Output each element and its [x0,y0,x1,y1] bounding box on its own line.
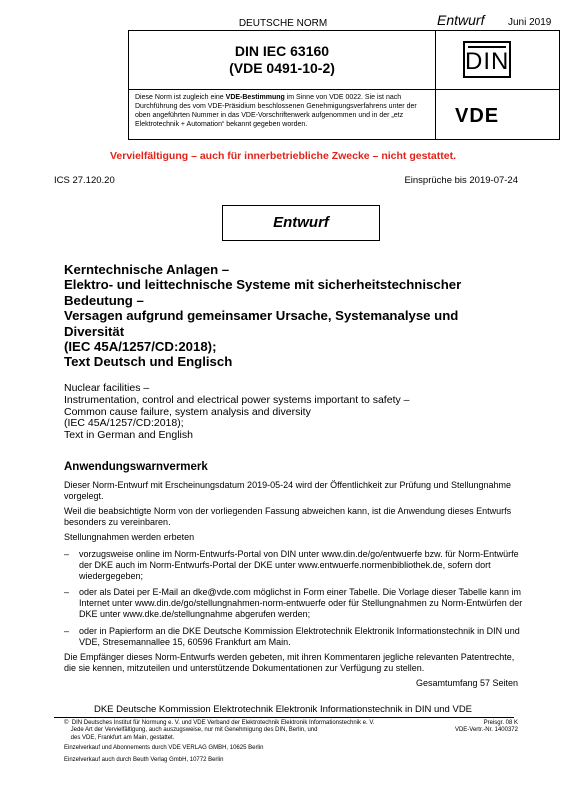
title-de-line: Kerntechnische Anlagen – [64,262,230,277]
title-en-line: Text in German and English [64,429,193,442]
entwurf-box: Entwurf [222,205,380,241]
title-de-line: Elektro- und leittechnische Systeme mit sicherheitstechnischer [64,277,462,293]
sales-info: Einzelverkauf und Abonnements durch VDE VERLAG GMBH, 10625 Berlin [64,745,264,751]
title-de-line: Text Deutsch und Englisch [64,354,233,370]
vde-note-part1: Diese Norm ist zugleich eine [135,94,226,101]
vde-note-part2: im Sinne von VDE 0022. Sie ist nach Durchführung des vom VDE-Präsidium beschlossenen Genehmigungsverfahrens unter der oben angeführten Nummer in das VDE-Vorschriftenwerk aufgenommen und in der „etz Elektrotechnik + Automation“ bekannt gegeben worden. [135,94,417,128]
title-de-line: (IEC 45A/1257/CD:2018); [64,339,217,355]
din-logo-icon [463,41,511,78]
title-de-line: Diversität [64,323,125,339]
title-en-line: Instrumentation, control and electrical power systems important to safety – [64,393,410,406]
vde-logo-icon: VDE [455,105,500,127]
title-de-line: Bedeutung – [64,292,144,308]
vde-number: (VDE 0491-10-2) [229,60,335,76]
din-number: DIN IEC 63160 [234,43,330,59]
din-logo-text: DIN [465,48,510,75]
header-entwurf-label: Entwurf [437,12,485,28]
header-norm-label: DEUTSCHE NORM [238,18,328,29]
document-number [129,43,435,77]
copyright-line: © DIN Deutsches Institut für Normung e. V. und VDE Verband der Elektrotechnik Elektronik Informationstechnik e. V. [64,720,375,726]
footer-divider [54,717,514,718]
list-item [64,626,524,649]
title-en-line: (IEC 45A/1257/CD:2018); [64,417,184,430]
vde-distribution-number: VDE-Vertr.-Nr. 1400372 [454,727,518,734]
paragraph: Dieser Norm-Entwurf mit Erscheinungsdatum 2019-05-24 wird der Öffentlichkeit zur Prüfung und Stellungnahme vorgelegt. [64,480,512,501]
bullet-dash: – [64,587,70,597]
list-item-text: vorzugsweise online im Norm-Entwurfs-Portal von DIN unter www.din.de/go/entwuerfe bzw. für Norm-Entwürfe der DKE auch im Norm-Entwurfs-Portal der DKE unter www.entwuerfe.normenbibliothek.de, sofern dort wiedergegeben; [79,549,519,581]
paragraph: Stellungnahmen werden erbeten [64,532,195,542]
list-item-text: oder als Datei per E-Mail an dke@vde.com möglichst in Form einer Tabelle. Die Vorlage dieser Tabelle kann im Internet unter www.din.de/go/stellungnahmen-norm-entwuerfe oder für Stellungnahmen zu Norm-Entwürfen der DKE unter www.dke.de/stellungnahme abgerufen werden; [79,587,523,619]
dke-committee: DKE Deutsche Kommission Elektrotechnik Elektronik Informationstechnik in DIN und VDE [93,704,473,715]
section-heading: Anwendungswarnvermerk [64,461,208,473]
page-count: Gesamtumfang 57 Seiten [415,678,518,688]
title-block [128,30,560,140]
list-item-text: oder in Papierform an die DKE Deutsche Kommission Elektrotechnik Elektronik Informationstechnik in DIN und VDE, Stresemannallee 15, 60596 Frankfurt am Main. [79,626,520,647]
objection-deadline: Einsprüche bis 2019-07-24 [404,175,518,186]
paragraph: Weil die beabsichtigte Norm von der vorliegenden Fassung abweichen kann, ist die Anwendung dieses Entwurfs besonders zu vereinbaren. [64,506,512,527]
header-date: Juni 2019 [508,17,552,28]
title-german [64,262,524,370]
sales-info: Einzelverkauf auch durch Beuth Verlag GmbH, 10772 Berlin [64,757,224,763]
copy-warning: Vervielfältigung – auch für innerbetriebliche Zwecke – nicht gestattet. [109,150,456,162]
bullet-dash: – [64,626,70,636]
title-block-divider [435,31,436,139]
copyright-line: des VDE, Frankfurt am Main, gestattet. [64,734,175,741]
paragraph: Die Empfänger dieses Norm-Entwurfs werden gebeten, mit ihren Kommentaren jegliche relevanten Patentrechte, die sie kennen, mitzuteilen und unterstützende Dokumentationen zur Verfügung zu stellen. [64,652,515,673]
copyright-line: Jede Art der Vervielfältigung, auch auszugsweise, nur mit Genehmigung des DIN, Berlin, und [64,727,318,734]
title-en-line: Nuclear facilities – [64,382,150,394]
vde-note [135,93,431,129]
copyright-notice [64,720,444,742]
title-en-line: Common cause failure, system analysis and diversity [64,405,311,418]
bullet-dash: – [64,549,70,559]
vde-note-bold: VDE-Bestimmung [225,94,285,101]
title-block-divider [129,89,559,90]
title-english [64,383,524,442]
list-item [64,549,524,583]
title-de-line: Versagen aufgrund gemeinsamer Ursache, Systemanalyse und [64,308,459,324]
price-group: Preisgr. 08 K [483,720,518,726]
list-item [64,587,524,621]
ics-code: ICS 27.120.20 [54,175,115,186]
footer-meta [455,720,518,735]
